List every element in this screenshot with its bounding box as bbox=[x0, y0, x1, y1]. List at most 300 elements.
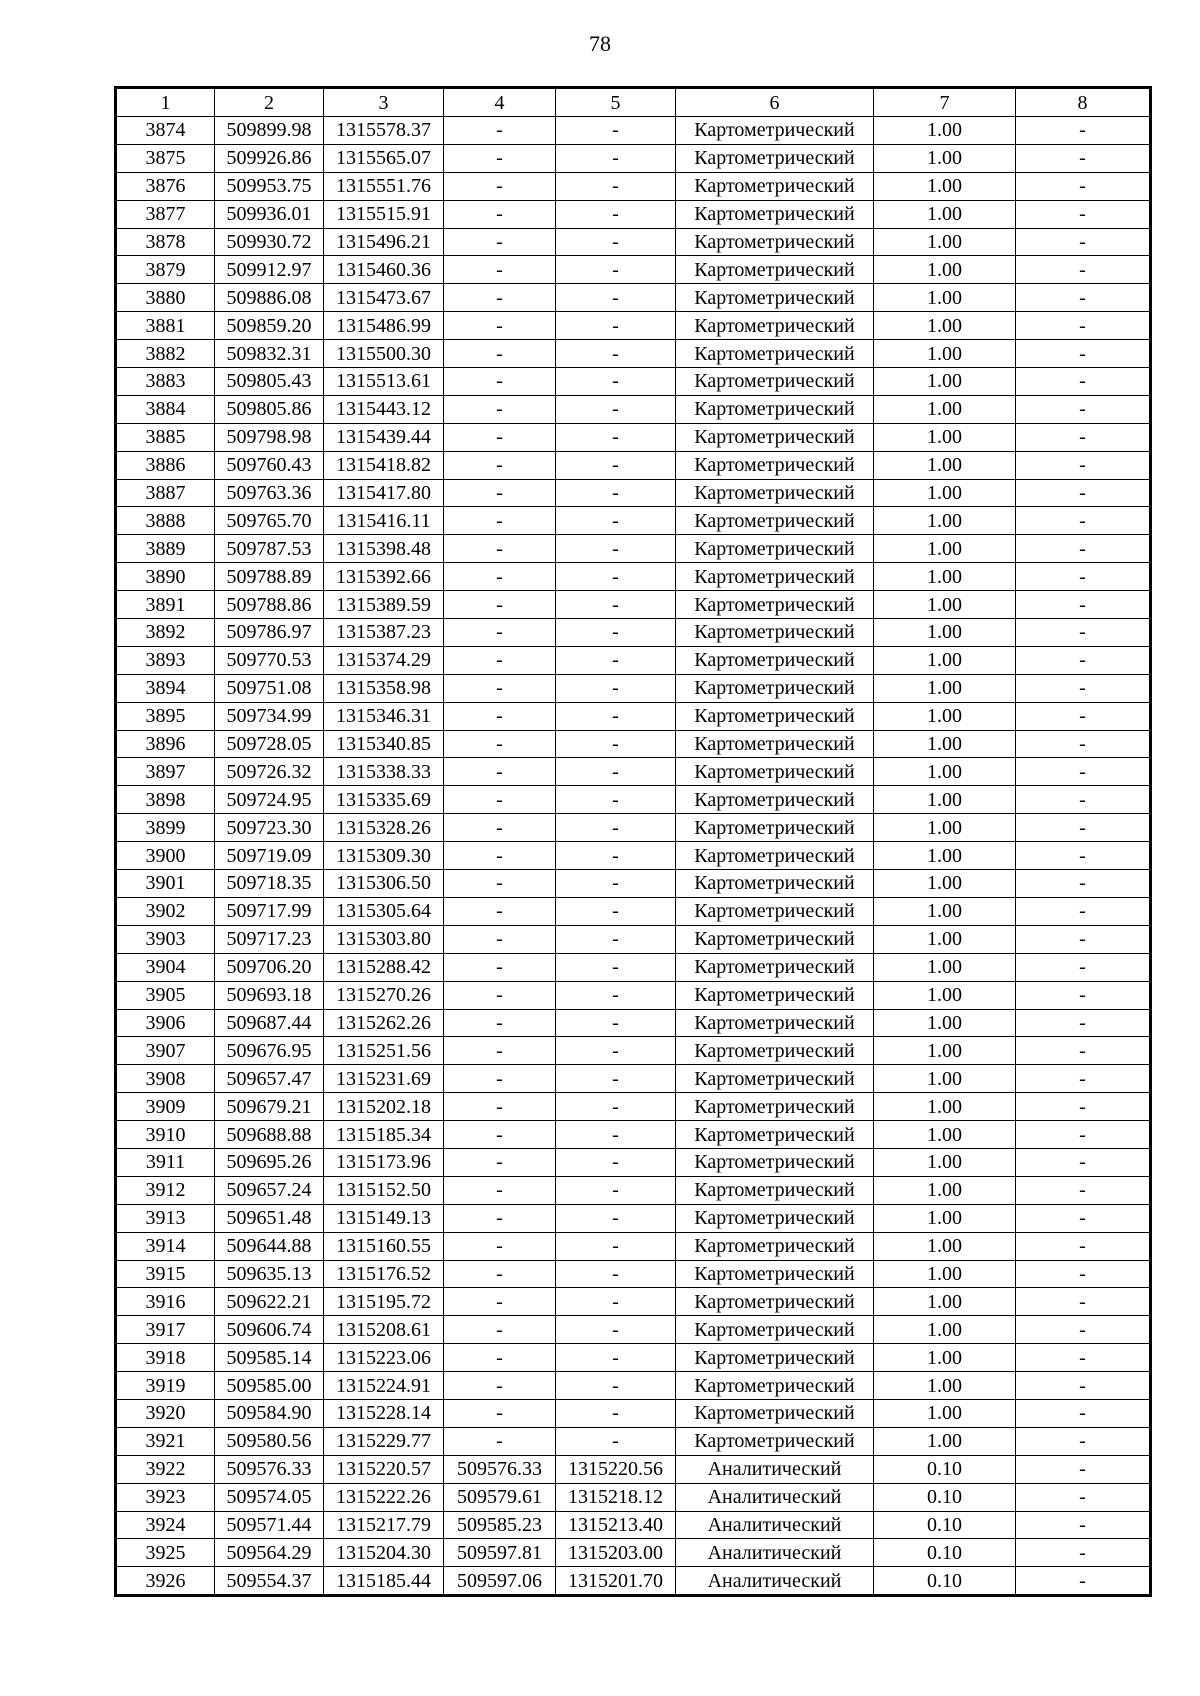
x2-coordinate-cell: - bbox=[444, 1232, 556, 1260]
note-cell: - bbox=[1016, 1567, 1151, 1596]
point-number-cell: 3906 bbox=[116, 1009, 215, 1037]
point-number-cell: 3898 bbox=[116, 786, 215, 814]
y-coordinate-cell: 1315223.06 bbox=[324, 1344, 444, 1372]
point-number-cell: 3908 bbox=[116, 1065, 215, 1093]
x2-coordinate-cell: - bbox=[444, 340, 556, 368]
accuracy-cell: 1.00 bbox=[874, 340, 1016, 368]
point-number-cell: 3924 bbox=[116, 1511, 215, 1539]
y-coordinate-cell: 1315217.79 bbox=[324, 1511, 444, 1539]
accuracy-cell: 0.10 bbox=[874, 1483, 1016, 1511]
table-row bbox=[116, 340, 1151, 368]
accuracy-cell: 1.00 bbox=[874, 953, 1016, 981]
method-cell: Картометрический bbox=[676, 1316, 874, 1344]
point-number-cell: 3884 bbox=[116, 395, 215, 423]
point-number-cell: 3885 bbox=[116, 423, 215, 451]
x-coordinate-cell: 509644.88 bbox=[215, 1232, 324, 1260]
x2-coordinate-cell: - bbox=[444, 953, 556, 981]
x-coordinate-cell: 509606.74 bbox=[215, 1316, 324, 1344]
point-number-cell: 3889 bbox=[116, 535, 215, 563]
method-cell: Картометрический bbox=[676, 1288, 874, 1316]
point-number-cell: 3922 bbox=[116, 1455, 215, 1483]
x-coordinate-cell: 509763.36 bbox=[215, 479, 324, 507]
y2-coordinate-cell: - bbox=[556, 228, 676, 256]
note-cell: - bbox=[1016, 786, 1151, 814]
note-cell: - bbox=[1016, 200, 1151, 228]
table-row bbox=[116, 1288, 1151, 1316]
header-row bbox=[116, 88, 1151, 117]
accuracy-cell: 1.00 bbox=[874, 1121, 1016, 1149]
y2-coordinate-cell: - bbox=[556, 1399, 676, 1427]
method-cell: Аналитический bbox=[676, 1567, 874, 1596]
table-row bbox=[116, 172, 1151, 200]
y2-coordinate-cell: - bbox=[556, 535, 676, 563]
x2-coordinate-cell: 509579.61 bbox=[444, 1483, 556, 1511]
method-cell: Картометрический bbox=[676, 702, 874, 730]
method-cell: Картометрический bbox=[676, 563, 874, 591]
x-coordinate-cell: 509657.24 bbox=[215, 1176, 324, 1204]
note-cell: - bbox=[1016, 1009, 1151, 1037]
accuracy-cell: 1.00 bbox=[874, 1065, 1016, 1093]
table-row bbox=[116, 1232, 1151, 1260]
y-coordinate-cell: 1315204.30 bbox=[324, 1539, 444, 1567]
method-cell: Картометрический bbox=[676, 479, 874, 507]
y-coordinate-cell: 1315202.18 bbox=[324, 1093, 444, 1121]
method-cell: Картометрический bbox=[676, 256, 874, 284]
y-coordinate-cell: 1315578.37 bbox=[324, 117, 444, 145]
y2-coordinate-cell: - bbox=[556, 1372, 676, 1400]
x-coordinate-cell: 509580.56 bbox=[215, 1427, 324, 1455]
y-coordinate-cell: 1315473.67 bbox=[324, 284, 444, 312]
method-cell: Картометрический bbox=[676, 814, 874, 842]
note-cell: - bbox=[1016, 758, 1151, 786]
y2-coordinate-cell: 1315203.00 bbox=[556, 1539, 676, 1567]
note-cell: - bbox=[1016, 1260, 1151, 1288]
accuracy-cell: 1.00 bbox=[874, 1399, 1016, 1427]
note-cell: - bbox=[1016, 1372, 1151, 1400]
x2-coordinate-cell: 509597.81 bbox=[444, 1539, 556, 1567]
accuracy-cell: 1.00 bbox=[874, 1176, 1016, 1204]
table-row bbox=[116, 1176, 1151, 1204]
note-cell: - bbox=[1016, 1539, 1151, 1567]
y-coordinate-cell: 1315358.98 bbox=[324, 674, 444, 702]
x-coordinate-cell: 509574.05 bbox=[215, 1483, 324, 1511]
x2-coordinate-cell: - bbox=[444, 1065, 556, 1093]
y-coordinate-cell: 1315152.50 bbox=[324, 1176, 444, 1204]
x2-coordinate-cell: - bbox=[444, 395, 556, 423]
y-coordinate-cell: 1315417.80 bbox=[324, 479, 444, 507]
note-cell: - bbox=[1016, 1121, 1151, 1149]
note-cell: - bbox=[1016, 1399, 1151, 1427]
table-row bbox=[116, 312, 1151, 340]
y2-coordinate-cell: - bbox=[556, 1065, 676, 1093]
accuracy-cell: 1.00 bbox=[874, 1009, 1016, 1037]
note-cell: - bbox=[1016, 451, 1151, 479]
point-number-cell: 3896 bbox=[116, 730, 215, 758]
accuracy-cell: 1.00 bbox=[874, 144, 1016, 172]
y2-coordinate-cell: 1315213.40 bbox=[556, 1511, 676, 1539]
method-cell: Картометрический bbox=[676, 535, 874, 563]
y2-coordinate-cell: - bbox=[556, 423, 676, 451]
note-cell: - bbox=[1016, 479, 1151, 507]
point-number-cell: 3891 bbox=[116, 591, 215, 619]
x2-coordinate-cell: - bbox=[444, 870, 556, 898]
x-coordinate-cell: 509695.26 bbox=[215, 1148, 324, 1176]
method-cell: Картометрический bbox=[676, 842, 874, 870]
y2-coordinate-cell: - bbox=[556, 368, 676, 396]
x-coordinate-cell: 509687.44 bbox=[215, 1009, 324, 1037]
accuracy-cell: 1.00 bbox=[874, 535, 1016, 563]
method-cell: Аналитический bbox=[676, 1511, 874, 1539]
y-coordinate-cell: 1315309.30 bbox=[324, 842, 444, 870]
y2-coordinate-cell: - bbox=[556, 1176, 676, 1204]
method-cell: Картометрический bbox=[676, 674, 874, 702]
x2-coordinate-cell: - bbox=[444, 1121, 556, 1149]
y2-coordinate-cell: - bbox=[556, 758, 676, 786]
y2-coordinate-cell: - bbox=[556, 730, 676, 758]
x-coordinate-cell: 509805.43 bbox=[215, 368, 324, 396]
note-cell: - bbox=[1016, 702, 1151, 730]
point-number-cell: 3881 bbox=[116, 312, 215, 340]
table-row bbox=[116, 1260, 1151, 1288]
point-number-cell: 3905 bbox=[116, 981, 215, 1009]
y-coordinate-cell: 1315513.61 bbox=[324, 368, 444, 396]
x-coordinate-cell: 509926.86 bbox=[215, 144, 324, 172]
note-cell: - bbox=[1016, 814, 1151, 842]
y-coordinate-cell: 1315496.21 bbox=[324, 228, 444, 256]
table-row bbox=[116, 842, 1151, 870]
x2-coordinate-cell: - bbox=[444, 758, 556, 786]
x2-coordinate-cell: - bbox=[444, 144, 556, 172]
accuracy-cell: 1.00 bbox=[874, 117, 1016, 145]
accuracy-cell: 0.10 bbox=[874, 1567, 1016, 1596]
y2-coordinate-cell: - bbox=[556, 702, 676, 730]
y2-coordinate-cell: - bbox=[556, 395, 676, 423]
table-row bbox=[116, 1455, 1151, 1483]
accuracy-cell: 1.00 bbox=[874, 842, 1016, 870]
note-cell: - bbox=[1016, 1344, 1151, 1372]
y-coordinate-cell: 1315220.57 bbox=[324, 1455, 444, 1483]
table-row bbox=[116, 256, 1151, 284]
table-row bbox=[116, 897, 1151, 925]
y-coordinate-cell: 1315335.69 bbox=[324, 786, 444, 814]
method-cell: Картометрический bbox=[676, 1121, 874, 1149]
y-coordinate-cell: 1315224.91 bbox=[324, 1372, 444, 1400]
x2-coordinate-cell: - bbox=[444, 172, 556, 200]
note-cell: - bbox=[1016, 284, 1151, 312]
point-number-cell: 3913 bbox=[116, 1204, 215, 1232]
y-coordinate-cell: 1315387.23 bbox=[324, 619, 444, 647]
x-coordinate-cell: 509726.32 bbox=[215, 758, 324, 786]
note-cell: - bbox=[1016, 1176, 1151, 1204]
x2-coordinate-cell: - bbox=[444, 368, 556, 396]
note-cell: - bbox=[1016, 1148, 1151, 1176]
accuracy-cell: 1.00 bbox=[874, 814, 1016, 842]
y2-coordinate-cell: - bbox=[556, 925, 676, 953]
method-cell: Картометрический bbox=[676, 144, 874, 172]
y-coordinate-cell: 1315338.33 bbox=[324, 758, 444, 786]
x2-coordinate-cell: - bbox=[444, 1372, 556, 1400]
y2-coordinate-cell: - bbox=[556, 200, 676, 228]
table-row bbox=[116, 228, 1151, 256]
method-cell: Картометрический bbox=[676, 870, 874, 898]
y2-coordinate-cell: - bbox=[556, 619, 676, 647]
y2-coordinate-cell: - bbox=[556, 981, 676, 1009]
note-cell: - bbox=[1016, 591, 1151, 619]
x-coordinate-cell: 509622.21 bbox=[215, 1288, 324, 1316]
accuracy-cell: 1.00 bbox=[874, 479, 1016, 507]
y-coordinate-cell: 1315389.59 bbox=[324, 591, 444, 619]
x2-coordinate-cell: - bbox=[444, 786, 556, 814]
method-cell: Картометрический bbox=[676, 172, 874, 200]
method-cell: Картометрический bbox=[676, 981, 874, 1009]
x2-coordinate-cell: - bbox=[444, 619, 556, 647]
accuracy-cell: 1.00 bbox=[874, 1204, 1016, 1232]
table-row bbox=[116, 591, 1151, 619]
accuracy-cell: 1.00 bbox=[874, 786, 1016, 814]
point-number-cell: 3882 bbox=[116, 340, 215, 368]
x-coordinate-cell: 509717.23 bbox=[215, 925, 324, 953]
x-coordinate-cell: 509584.90 bbox=[215, 1399, 324, 1427]
x-coordinate-cell: 509635.13 bbox=[215, 1260, 324, 1288]
x2-coordinate-cell: - bbox=[444, 981, 556, 1009]
accuracy-cell: 1.00 bbox=[874, 870, 1016, 898]
method-cell: Картометрический bbox=[676, 1260, 874, 1288]
x2-coordinate-cell: - bbox=[444, 563, 556, 591]
table-row bbox=[116, 1204, 1151, 1232]
note-cell: - bbox=[1016, 423, 1151, 451]
column-header-6: 6 bbox=[676, 88, 874, 117]
point-number-cell: 3874 bbox=[116, 117, 215, 145]
note-cell: - bbox=[1016, 256, 1151, 284]
table-header bbox=[116, 88, 1151, 117]
note-cell: - bbox=[1016, 1232, 1151, 1260]
accuracy-cell: 1.00 bbox=[874, 368, 1016, 396]
table-row bbox=[116, 1511, 1151, 1539]
y-coordinate-cell: 1315500.30 bbox=[324, 340, 444, 368]
table-row bbox=[116, 1037, 1151, 1065]
y-coordinate-cell: 1315173.96 bbox=[324, 1148, 444, 1176]
y-coordinate-cell: 1315418.82 bbox=[324, 451, 444, 479]
x2-coordinate-cell: - bbox=[444, 814, 556, 842]
table-row bbox=[116, 1539, 1151, 1567]
y2-coordinate-cell: - bbox=[556, 1427, 676, 1455]
table-row bbox=[116, 1372, 1151, 1400]
y-coordinate-cell: 1315231.69 bbox=[324, 1065, 444, 1093]
y-coordinate-cell: 1315229.77 bbox=[324, 1427, 444, 1455]
method-cell: Картометрический bbox=[676, 228, 874, 256]
y-coordinate-cell: 1315222.26 bbox=[324, 1483, 444, 1511]
accuracy-cell: 1.00 bbox=[874, 619, 1016, 647]
column-header-1: 1 bbox=[116, 88, 215, 117]
method-cell: Картометрический bbox=[676, 758, 874, 786]
y-coordinate-cell: 1315195.72 bbox=[324, 1288, 444, 1316]
table-row bbox=[116, 479, 1151, 507]
note-cell: - bbox=[1016, 368, 1151, 396]
point-number-cell: 3910 bbox=[116, 1121, 215, 1149]
table-row bbox=[116, 814, 1151, 842]
x2-coordinate-cell: - bbox=[444, 1037, 556, 1065]
y-coordinate-cell: 1315160.55 bbox=[324, 1232, 444, 1260]
x-coordinate-cell: 509798.98 bbox=[215, 423, 324, 451]
y2-coordinate-cell: 1315220.56 bbox=[556, 1455, 676, 1483]
table-row bbox=[116, 535, 1151, 563]
x-coordinate-cell: 509899.98 bbox=[215, 117, 324, 145]
x-coordinate-cell: 509571.44 bbox=[215, 1511, 324, 1539]
x-coordinate-cell: 509787.53 bbox=[215, 535, 324, 563]
x2-coordinate-cell: - bbox=[444, 256, 556, 284]
x-coordinate-cell: 509912.97 bbox=[215, 256, 324, 284]
y-coordinate-cell: 1315374.29 bbox=[324, 646, 444, 674]
y2-coordinate-cell: - bbox=[556, 563, 676, 591]
point-number-cell: 3886 bbox=[116, 451, 215, 479]
x2-coordinate-cell: - bbox=[444, 1288, 556, 1316]
column-header-4: 4 bbox=[444, 88, 556, 117]
point-number-cell: 3902 bbox=[116, 897, 215, 925]
x2-coordinate-cell: - bbox=[444, 451, 556, 479]
method-cell: Аналитический bbox=[676, 1455, 874, 1483]
note-cell: - bbox=[1016, 144, 1151, 172]
x-coordinate-cell: 509679.21 bbox=[215, 1093, 324, 1121]
method-cell: Картометрический bbox=[676, 340, 874, 368]
y-coordinate-cell: 1315251.56 bbox=[324, 1037, 444, 1065]
note-cell: - bbox=[1016, 1288, 1151, 1316]
accuracy-cell: 1.00 bbox=[874, 507, 1016, 535]
y2-coordinate-cell: - bbox=[556, 340, 676, 368]
accuracy-cell: 1.00 bbox=[874, 1232, 1016, 1260]
point-number-cell: 3909 bbox=[116, 1093, 215, 1121]
accuracy-cell: 1.00 bbox=[874, 591, 1016, 619]
accuracy-cell: 0.10 bbox=[874, 1511, 1016, 1539]
x2-coordinate-cell: 509597.06 bbox=[444, 1567, 556, 1596]
note-cell: - bbox=[1016, 117, 1151, 145]
accuracy-cell: 1.00 bbox=[874, 451, 1016, 479]
x-coordinate-cell: 509788.86 bbox=[215, 591, 324, 619]
note-cell: - bbox=[1016, 897, 1151, 925]
point-number-cell: 3911 bbox=[116, 1148, 215, 1176]
note-cell: - bbox=[1016, 870, 1151, 898]
method-cell: Картометрический bbox=[676, 1065, 874, 1093]
note-cell: - bbox=[1016, 953, 1151, 981]
method-cell: Картометрический bbox=[676, 1372, 874, 1400]
x-coordinate-cell: 509760.43 bbox=[215, 451, 324, 479]
point-number-cell: 3925 bbox=[116, 1539, 215, 1567]
accuracy-cell: 1.00 bbox=[874, 1316, 1016, 1344]
table-row bbox=[116, 451, 1151, 479]
method-cell: Картометрический bbox=[676, 786, 874, 814]
note-cell: - bbox=[1016, 1483, 1151, 1511]
point-number-cell: 3894 bbox=[116, 674, 215, 702]
x-coordinate-cell: 509676.95 bbox=[215, 1037, 324, 1065]
x2-coordinate-cell: - bbox=[444, 535, 556, 563]
y2-coordinate-cell: - bbox=[556, 117, 676, 145]
method-cell: Картометрический bbox=[676, 1037, 874, 1065]
point-number-cell: 3915 bbox=[116, 1260, 215, 1288]
table-row bbox=[116, 563, 1151, 591]
x-coordinate-cell: 509788.89 bbox=[215, 563, 324, 591]
y2-coordinate-cell: - bbox=[556, 786, 676, 814]
x-coordinate-cell: 509953.75 bbox=[215, 172, 324, 200]
y2-coordinate-cell: - bbox=[556, 870, 676, 898]
table-row bbox=[116, 1427, 1151, 1455]
x2-coordinate-cell: 509585.23 bbox=[444, 1511, 556, 1539]
method-cell: Картометрический bbox=[676, 117, 874, 145]
x2-coordinate-cell: - bbox=[444, 842, 556, 870]
method-cell: Картометрический bbox=[676, 423, 874, 451]
point-number-cell: 3883 bbox=[116, 368, 215, 396]
table-row bbox=[116, 507, 1151, 535]
point-number-cell: 3926 bbox=[116, 1567, 215, 1596]
accuracy-cell: 1.00 bbox=[874, 1372, 1016, 1400]
y-coordinate-cell: 1315439.44 bbox=[324, 423, 444, 451]
x2-coordinate-cell: 509576.33 bbox=[444, 1455, 556, 1483]
x2-coordinate-cell: - bbox=[444, 1176, 556, 1204]
x2-coordinate-cell: - bbox=[444, 284, 556, 312]
y2-coordinate-cell: - bbox=[556, 172, 676, 200]
table-row bbox=[116, 423, 1151, 451]
table-row bbox=[116, 284, 1151, 312]
y2-coordinate-cell: - bbox=[556, 451, 676, 479]
x-coordinate-cell: 509936.01 bbox=[215, 200, 324, 228]
table-row bbox=[116, 953, 1151, 981]
y2-coordinate-cell: - bbox=[556, 1232, 676, 1260]
method-cell: Картометрический bbox=[676, 730, 874, 758]
x2-coordinate-cell: - bbox=[444, 1148, 556, 1176]
x-coordinate-cell: 509728.05 bbox=[215, 730, 324, 758]
table-row bbox=[116, 925, 1151, 953]
y2-coordinate-cell: - bbox=[556, 814, 676, 842]
accuracy-cell: 1.00 bbox=[874, 1093, 1016, 1121]
x-coordinate-cell: 509564.29 bbox=[215, 1539, 324, 1567]
x-coordinate-cell: 509657.47 bbox=[215, 1065, 324, 1093]
x-coordinate-cell: 509723.30 bbox=[215, 814, 324, 842]
x-coordinate-cell: 509585.14 bbox=[215, 1344, 324, 1372]
x-coordinate-cell: 509930.72 bbox=[215, 228, 324, 256]
method-cell: Картометрический bbox=[676, 925, 874, 953]
point-number-cell: 3901 bbox=[116, 870, 215, 898]
y-coordinate-cell: 1315262.26 bbox=[324, 1009, 444, 1037]
method-cell: Картометрический bbox=[676, 1427, 874, 1455]
y2-coordinate-cell: - bbox=[556, 312, 676, 340]
x2-coordinate-cell: - bbox=[444, 1316, 556, 1344]
y2-coordinate-cell: - bbox=[556, 897, 676, 925]
method-cell: Картометрический bbox=[676, 1176, 874, 1204]
accuracy-cell: 1.00 bbox=[874, 1288, 1016, 1316]
y-coordinate-cell: 1315306.50 bbox=[324, 870, 444, 898]
point-number-cell: 3877 bbox=[116, 200, 215, 228]
y2-coordinate-cell: - bbox=[556, 507, 676, 535]
y-coordinate-cell: 1315288.42 bbox=[324, 953, 444, 981]
y2-coordinate-cell: - bbox=[556, 256, 676, 284]
y2-coordinate-cell: - bbox=[556, 479, 676, 507]
x-coordinate-cell: 509718.35 bbox=[215, 870, 324, 898]
point-number-cell: 3899 bbox=[116, 814, 215, 842]
accuracy-cell: 1.00 bbox=[874, 674, 1016, 702]
x-coordinate-cell: 509786.97 bbox=[215, 619, 324, 647]
x2-coordinate-cell: - bbox=[444, 1204, 556, 1232]
method-cell: Картометрический bbox=[676, 897, 874, 925]
note-cell: - bbox=[1016, 535, 1151, 563]
y-coordinate-cell: 1315149.13 bbox=[324, 1204, 444, 1232]
note-cell: - bbox=[1016, 340, 1151, 368]
y2-coordinate-cell: - bbox=[556, 1121, 676, 1149]
x2-coordinate-cell: - bbox=[444, 730, 556, 758]
y-coordinate-cell: 1315176.52 bbox=[324, 1260, 444, 1288]
point-number-cell: 3920 bbox=[116, 1399, 215, 1427]
accuracy-cell: 0.10 bbox=[874, 1539, 1016, 1567]
point-number-cell: 3892 bbox=[116, 619, 215, 647]
y2-coordinate-cell: 1315218.12 bbox=[556, 1483, 676, 1511]
accuracy-cell: 1.00 bbox=[874, 646, 1016, 674]
